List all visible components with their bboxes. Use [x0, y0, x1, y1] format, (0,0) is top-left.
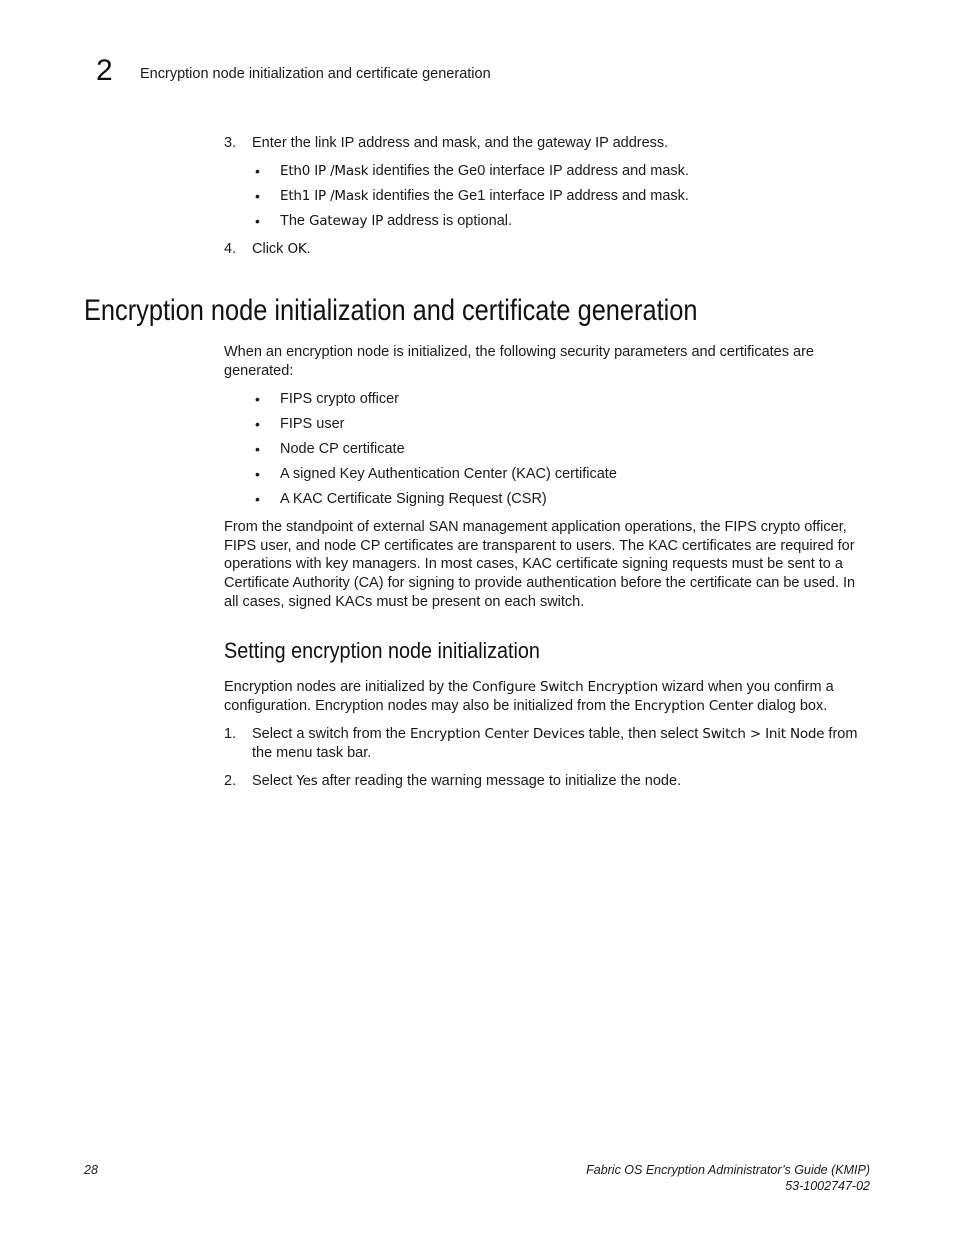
- list-item: FIPS crypto officer: [280, 391, 399, 407]
- list-item: Eth1 IP /Mask identifies the Ge1 interface IP address and mask.: [280, 188, 689, 204]
- ui-term: Configure Switch Encryption: [472, 679, 658, 695]
- running-header-title: Encryption node initialization and certificate generation: [140, 66, 491, 82]
- body-paragraph: From the standpoint of external SAN management application operations, the FIPS crypto officer, FIPS user, and node CP certificates are transparent to users. The KAC certificates are required for operations with key managers. In most cases, KAC certificate signing requests must be sent to a Certificate Authority (CA) for signing to provide authentication before the certificate can be used. In all cases, signed KACs must be present on each switch.: [224, 519, 856, 610]
- bullet-marker: •: [255, 441, 260, 457]
- chapter-number: 2: [96, 54, 113, 87]
- bullet-marker: •: [255, 416, 260, 432]
- footer-doc-title: Fabric OS Encryption Administrator’s Guide (KMIP): [586, 1163, 870, 1177]
- footer-doc-number: 53-1002747-02: [785, 1179, 870, 1193]
- section-heading: Encryption node initialization and certificate generation: [84, 294, 698, 327]
- step-number: 2.: [224, 773, 237, 789]
- ui-term: Gateway IP: [309, 213, 384, 229]
- ui-term: Encryption Center Devices: [409, 726, 585, 742]
- list-item: A KAC Certificate Signing Request (CSR): [280, 491, 547, 507]
- step-text: Select a switch from the Encryption Center Devices table, then select Switch > Init Node from the menu task bar.: [252, 726, 858, 761]
- step-number: 1.: [224, 726, 237, 742]
- step-number: 3.: [224, 135, 237, 151]
- step-text: Click OK.: [252, 241, 311, 257]
- list-item: Node CP certificate: [280, 441, 405, 457]
- ui-term: Eth1 IP /Mask: [280, 188, 369, 204]
- bullet-marker: •: [255, 491, 260, 507]
- list-item: The Gateway IP address is optional.: [280, 213, 513, 229]
- section-intro: When an encryption node is initialized, the following security parameters and certificates are generated:: [224, 344, 814, 379]
- list-item: A signed Key Authentication Center (KAC) certificate: [280, 466, 617, 482]
- bullet-marker: •: [255, 391, 260, 407]
- step-text: Select Yes after reading the warning message to initialize the node.: [252, 773, 682, 789]
- page-number: 28: [84, 1163, 98, 1177]
- ui-term: Switch > Init Node: [702, 726, 825, 742]
- ui-term: Yes: [296, 773, 318, 789]
- step-text: Enter the link IP address and mask, and the gateway IP address.: [252, 135, 669, 151]
- subsection-heading: Setting encryption node initialization: [224, 638, 540, 663]
- bullet-marker: •: [255, 188, 260, 204]
- bullet-marker: •: [255, 163, 260, 179]
- ui-term: Encryption Center: [634, 697, 754, 714]
- bullet-marker: •: [255, 466, 260, 482]
- step-number: 4.: [224, 241, 237, 257]
- ui-term: Eth0 IP /Mask: [280, 163, 369, 179]
- list-item: FIPS user: [280, 416, 345, 432]
- bullet-marker: •: [255, 213, 260, 229]
- ui-term: OK: [287, 241, 307, 257]
- list-item: Eth0 IP /Mask identifies the Ge0 interface IP address and mask.: [280, 163, 689, 179]
- subsection-intro: Encryption nodes are initialized by the Configure Switch Encryption wizard when you confirm a configuration. Encryption nodes may also be initialized from the Encryption Center dialog box.: [224, 679, 834, 714]
